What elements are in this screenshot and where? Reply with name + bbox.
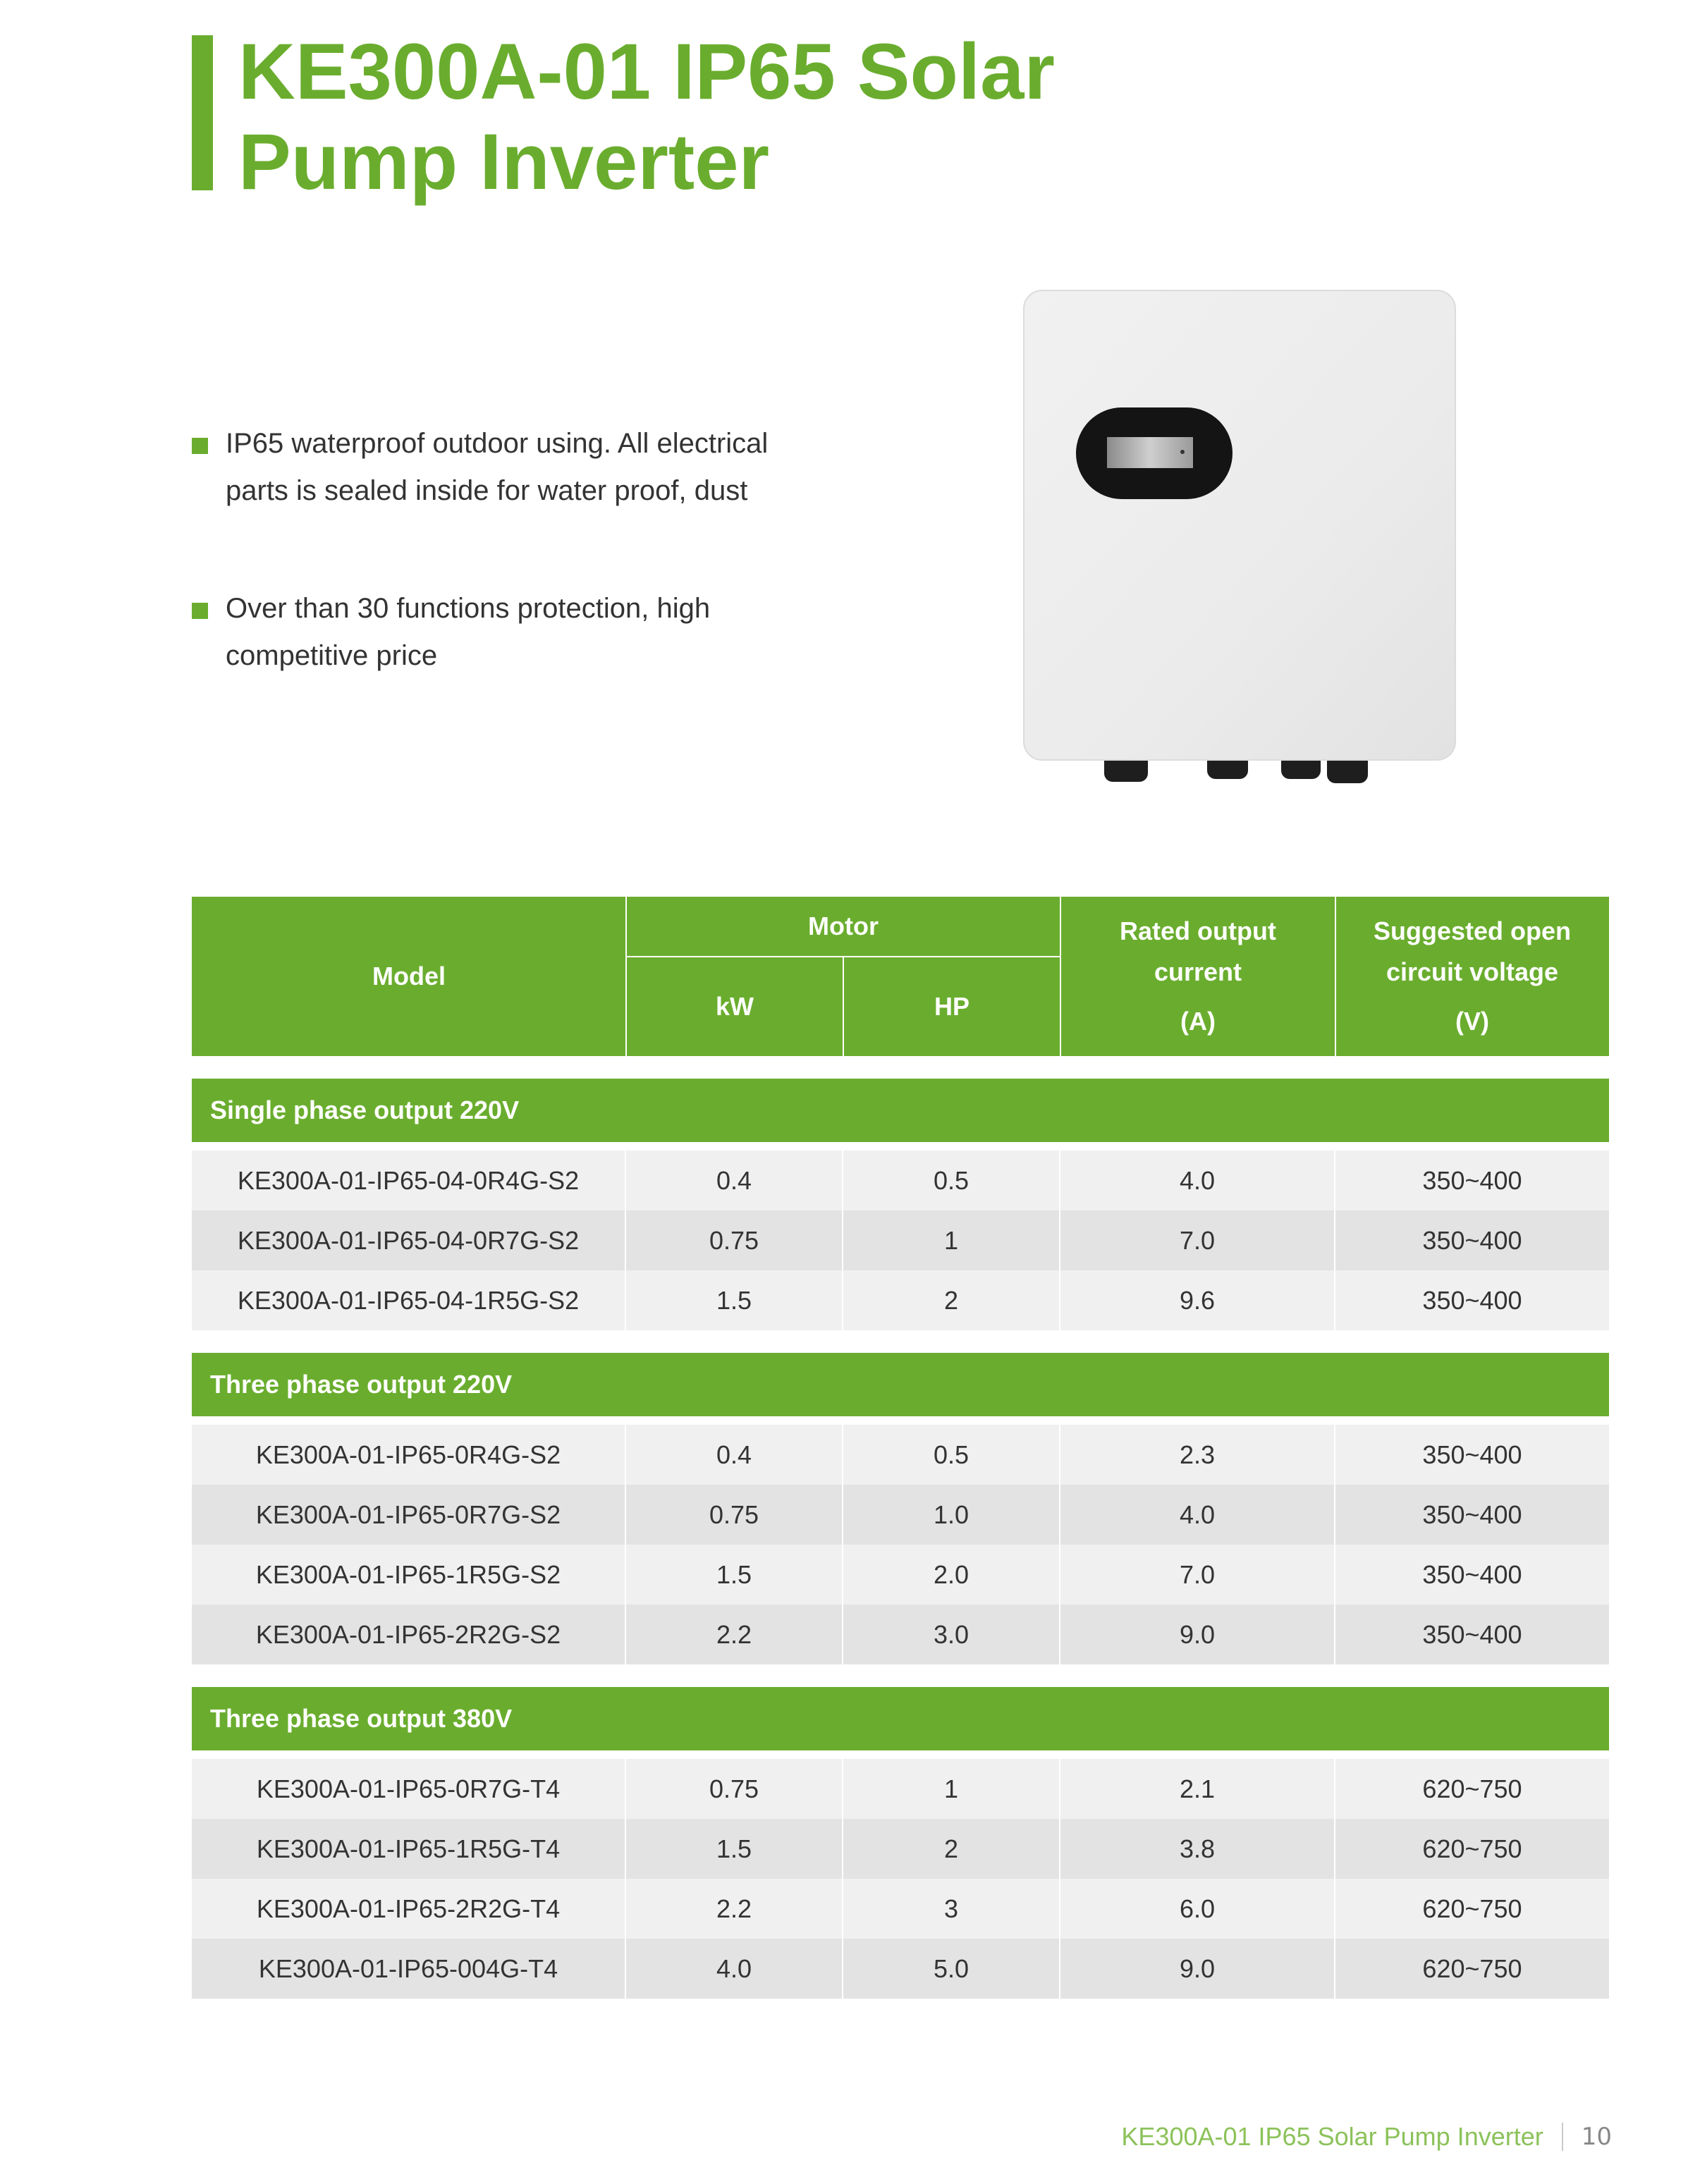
header-model: Model [372,962,446,990]
page-number: 10 [1581,2123,1612,2151]
table-row [192,1819,1609,1879]
cell-voltage: 350~400 [1422,1440,1522,1469]
cell-model: KE300A-01-IP65-2R2G-S2 [192,1605,626,1664]
inverter-product-image [1015,289,1467,790]
cell-current: 9.6 [1060,1270,1335,1330]
cell-voltage: 350~400 [1422,1285,1522,1315]
cell-current: 2.1 [1060,1759,1335,1819]
cell-kw: 1.5 [626,1545,843,1605]
spec-table [192,897,1609,1999]
square-bullet-icon [192,438,208,454]
cell-voltage: 620~750 [1422,1953,1522,1983]
table-row [192,1939,1609,1999]
cell-voltage: 350~400 [1422,1619,1522,1649]
feature-text: IP65 waterproof outdoor using. All electrical parts is sealed inside for water proof, dust [226,428,769,506]
table-row [192,1605,1609,1664]
section-rows [192,1759,1609,1999]
header-divider [1335,897,1336,1056]
header-motor: Motor [808,912,879,940]
header-voltage-line1: Suggested open [1373,916,1572,945]
cell-kw: 0.75 [626,1210,843,1270]
header-rated-current [1060,897,1335,1056]
cell-hp: 1.0 [843,1485,1060,1545]
cell-model: KE300A-01-IP65-0R7G-S2 [192,1485,626,1545]
header-kw: kW [716,992,754,1021]
cell-current: 9.0 [1060,1605,1335,1664]
cell-voltage: 620~750 [1422,1894,1522,1923]
cell-hp: 2.0 [843,1545,1060,1605]
cell-current: 7.0 [1060,1545,1335,1605]
cell-voltage: 350~400 [1422,1559,1522,1589]
cell-model: KE300A-01-IP65-04-0R7G-S2 [192,1210,626,1270]
cell-hp: 3.0 [843,1605,1060,1664]
header-rated-unit: (A) [1180,1007,1216,1036]
table-row [192,1545,1609,1605]
feature-item [192,420,826,515]
table-row [192,1151,1609,1210]
cell-current: 6.0 [1060,1879,1335,1939]
cell-voltage: 350~400 [1422,1499,1522,1529]
header-voltage-line2: circuit voltage [1386,957,1559,986]
cell-model: KE300A-01-IP65-0R7G-T4 [192,1759,626,1819]
table-row [192,1270,1609,1330]
cell-model: KE300A-01-IP65-04-0R4G-S2 [192,1151,626,1210]
cell-voltage: 350~400 [1422,1225,1522,1255]
header-divider [1060,897,1061,1056]
header-divider [626,956,1060,957]
cell-current: 2.3 [1060,1425,1335,1485]
cell-kw: 2.2 [626,1605,843,1664]
section-rows [192,1151,1609,1330]
cell-current: 4.0 [1060,1485,1335,1545]
cell-model: KE300A-01-IP65-2R2G-T4 [192,1879,626,1939]
cell-hp: 1 [843,1759,1060,1819]
footer-separator [1562,2123,1563,2151]
header-open-voltage [1335,897,1609,1056]
cell-kw: 0.75 [626,1759,843,1819]
feature-item [192,585,826,680]
cell-hp: 2 [843,1819,1060,1879]
header-voltage-unit: (V) [1455,1007,1489,1036]
section-title-three-phase-220v: Three phase output 220V [192,1353,1609,1416]
cell-model: KE300A-01-IP65-0R4G-S2 [192,1425,626,1485]
cell-current: 3.8 [1060,1819,1335,1879]
page-footer [1121,2119,1612,2154]
feature-text: Over than 30 functions protection, high competitive price [226,593,711,671]
header-hp: HP [934,992,970,1021]
cell-current: 4.0 [1060,1151,1335,1210]
footer-title: KE300A-01 IP65 Solar Pump Inverter [1121,2122,1543,2151]
feature-list [192,420,826,680]
header-rated-line1: Rated output [1120,916,1276,945]
cell-voltage: 620~750 [1422,1834,1522,1863]
cell-hp: 2 [843,1270,1060,1330]
cell-voltage: 620~750 [1422,1774,1522,1803]
square-bullet-icon [192,603,208,619]
cell-kw: 0.75 [626,1485,843,1545]
header-divider [843,957,844,1056]
header-divider [625,897,627,1056]
cell-kw: 0.4 [626,1425,843,1485]
cell-hp: 1 [843,1210,1060,1270]
section-title-three-phase-380v: Three phase output 380V [192,1687,1609,1750]
cell-hp: 3 [843,1879,1060,1939]
table-row [192,1210,1609,1270]
table-row [192,1485,1609,1545]
table-row [192,1759,1609,1819]
cell-kw: 0.4 [626,1151,843,1210]
title-accent-bar [192,35,213,190]
cell-kw: 1.5 [626,1270,843,1330]
cell-hp: 0.5 [843,1151,1060,1210]
cell-model: KE300A-01-IP65-1R5G-S2 [192,1545,626,1605]
page-title: KE300A-01 IP65 Solar Pump Inverter [238,27,1055,206]
section-title-single-phase-220v: Single phase output 220V [192,1079,1609,1142]
cell-current: 7.0 [1060,1210,1335,1270]
table-row [192,1425,1609,1485]
cell-kw: 2.2 [626,1879,843,1939]
cell-voltage: 350~400 [1422,1165,1522,1195]
table-row [192,1879,1609,1939]
cell-model: KE300A-01-IP65-004G-T4 [192,1939,626,1999]
cell-current: 9.0 [1060,1939,1335,1999]
cell-model: KE300A-01-IP65-04-1R5G-S2 [192,1270,626,1330]
cell-hp: 5.0 [843,1939,1060,1999]
header-rated-line2: current [1154,957,1242,986]
table-header [192,897,1609,1056]
cell-kw: 4.0 [626,1939,843,1999]
cell-model: KE300A-01-IP65-1R5G-T4 [192,1819,626,1879]
section-rows [192,1425,1609,1664]
cell-kw: 1.5 [626,1819,843,1879]
cell-hp: 0.5 [843,1425,1060,1485]
